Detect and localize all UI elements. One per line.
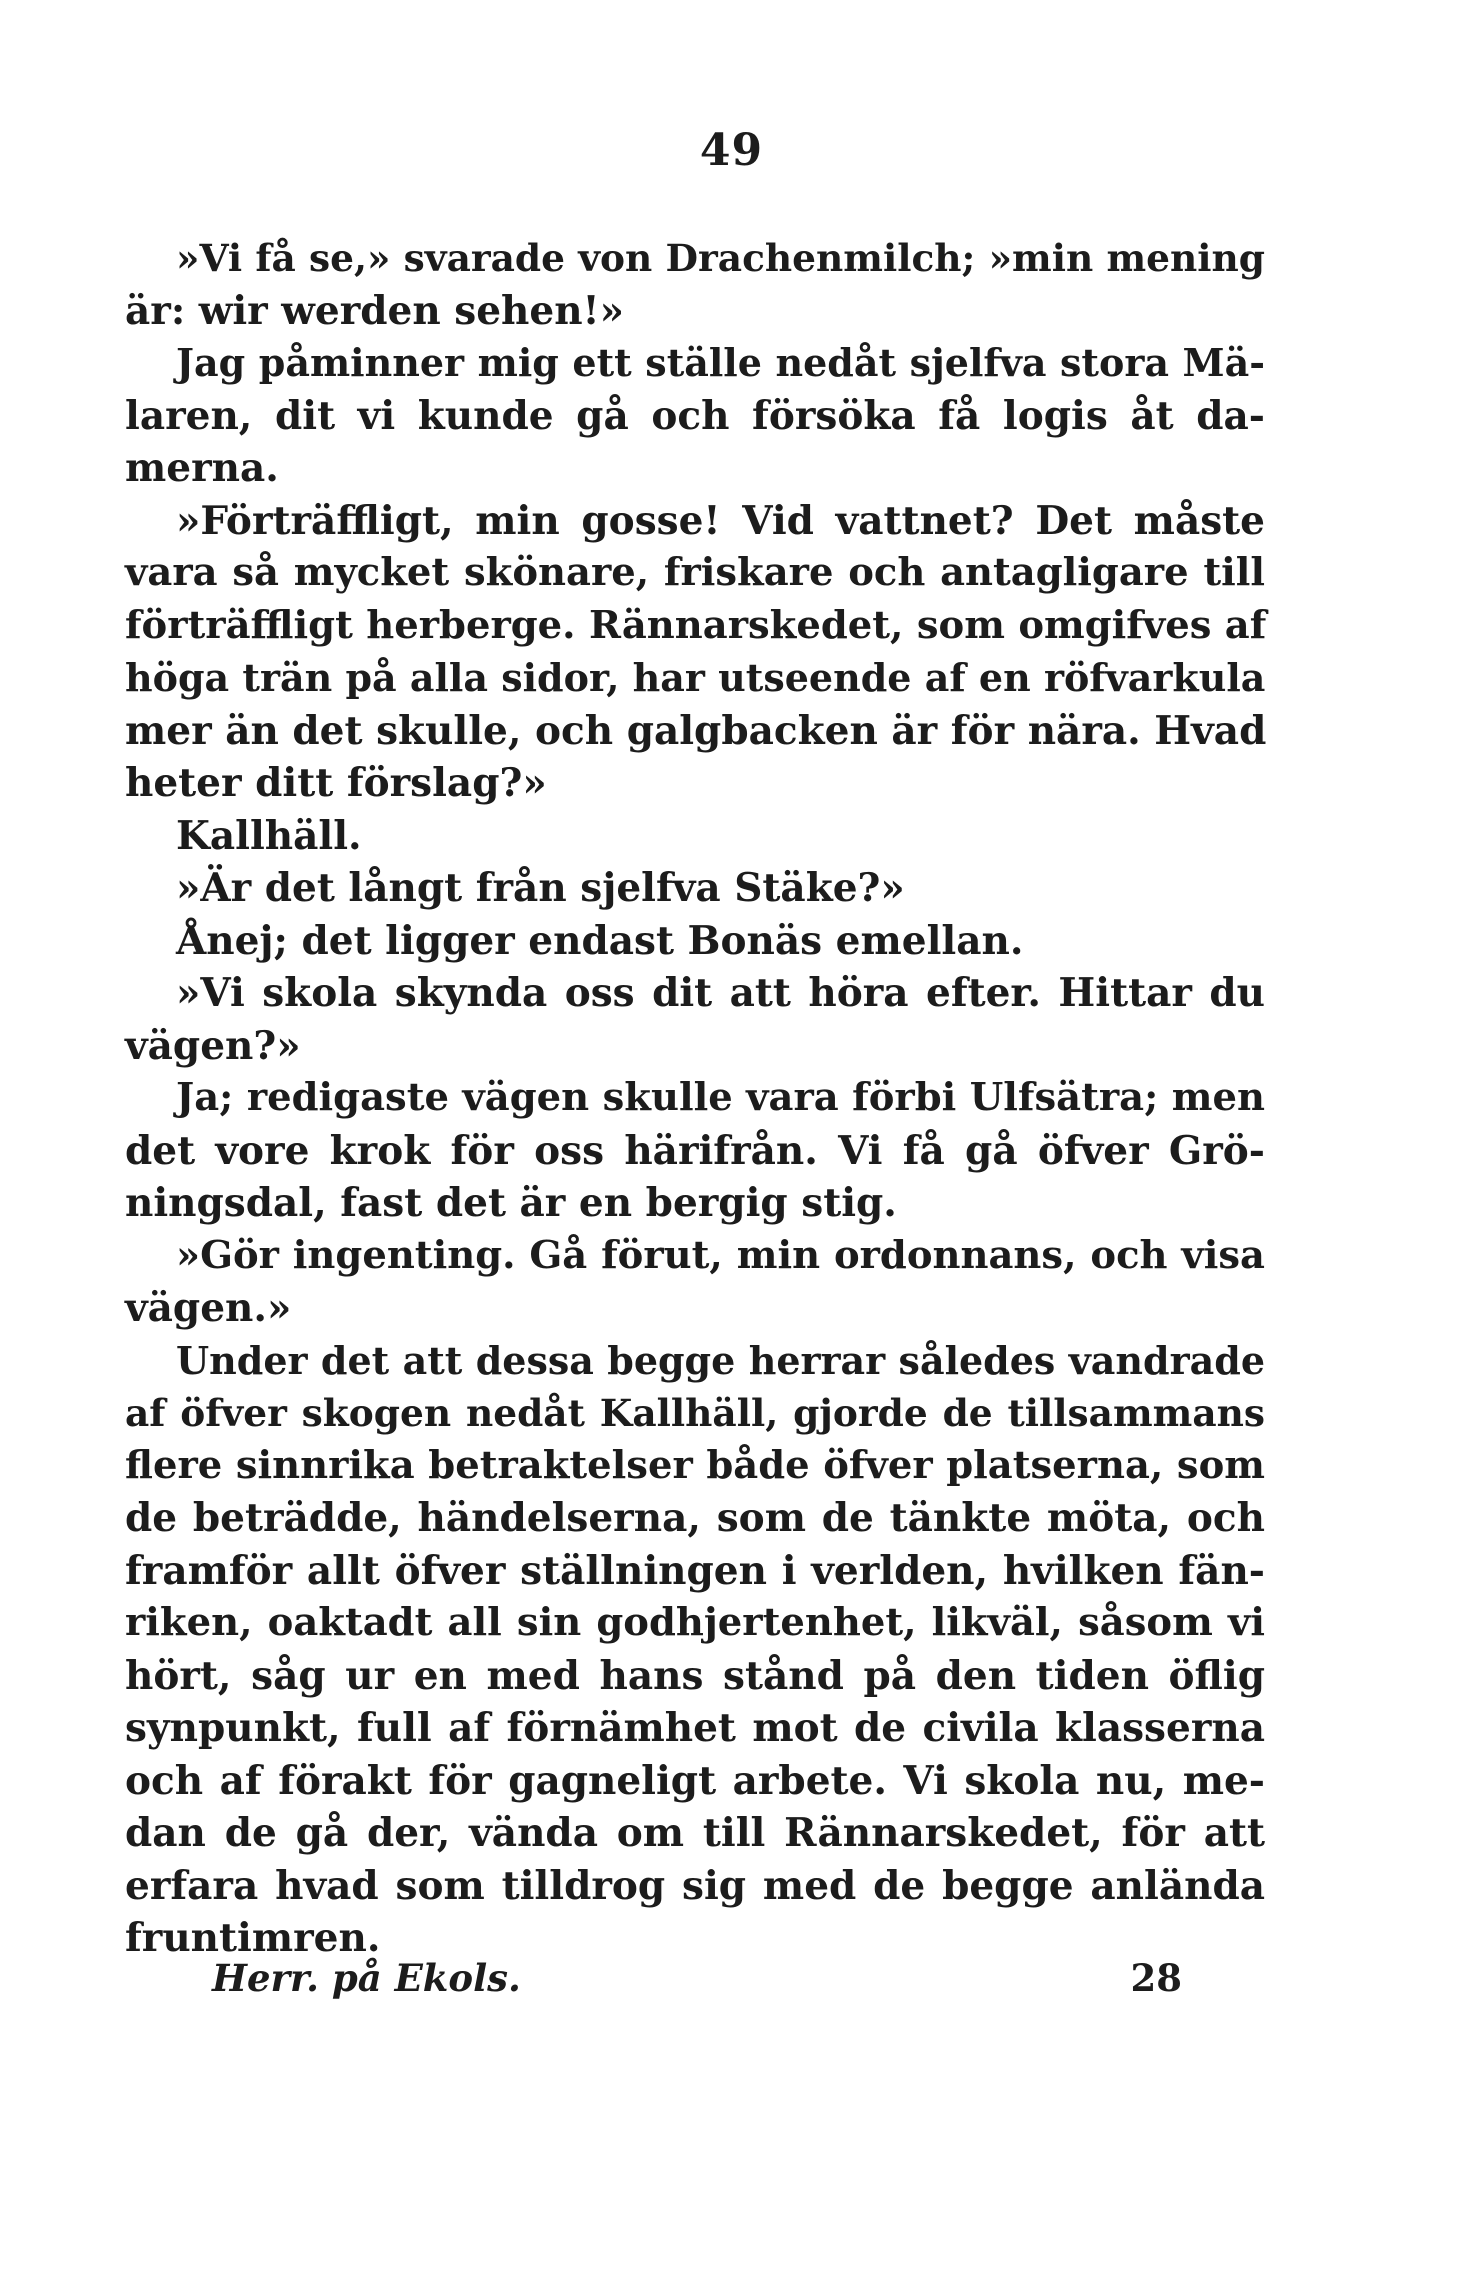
text-line: »Vi få se,» svarade von Drachenmilch; »min mening [176, 236, 1265, 280]
text-line: laren, dit vi kunde gå och försöka få logis åt da- [125, 392, 1265, 439]
text-line: mer än det skulle, och galgbacken är för nära. Hvad [125, 707, 1267, 754]
text-line: riken, oaktadt all sin godhjertenhet, likväl, såsom vi [125, 1600, 1265, 1645]
text-line: merna. [125, 445, 279, 491]
text-line: dan de gå der, vända om till Rännarskedet, för att [125, 1810, 1265, 1856]
text-line: ningsdal, fast det är en bergig stig. [125, 1180, 897, 1226]
text-line: de beträdde, händelserna, som de tänkte möta, och [125, 1495, 1265, 1541]
footer-title: Herr. på Ekols. [212, 1956, 521, 2000]
page-footer [212, 1950, 1182, 2006]
text-line: erfara hvad som tilldrog sig med de begge anlända [125, 1862, 1265, 1909]
text-line: heter ditt förslag?» [125, 760, 547, 806]
text-line: flere sinnrika betraktelser både öfver platserna, som [125, 1442, 1265, 1488]
text-line: Jag påminner mig ett ställe nedåt sjelfva stora Mä- [176, 340, 1265, 385]
text-line: »Är det långt från sjelfva Stäke?» [176, 865, 905, 911]
text-line: höga trän på alla sidor, har utseende af en röfvarkula [125, 655, 1266, 700]
text-line: det vore krok för oss härifrån. Vi få gå öfver Grö- [125, 1127, 1265, 1174]
text-line: vägen.» [125, 1285, 292, 1331]
text-line: är: wir werden sehen!» [125, 287, 625, 334]
body-text [125, 232, 1265, 1965]
page-number: 49 [699, 125, 764, 176]
text-line: Kallhäll. [176, 812, 362, 859]
text-line: af öfver skogen nedåt Kallhäll, gjorde de tillsammans [125, 1391, 1265, 1435]
text-line: vägen?» [125, 1022, 301, 1069]
text-line: vara så mycket skönare, friskare och antagligare till [125, 550, 1265, 595]
signature-mark: 28 [1130, 1956, 1182, 2000]
text-line: fruntimren. [125, 1915, 381, 1961]
text-line: förträffligt herberge. Rännarskedet, som omgifves af [125, 602, 1267, 648]
text-line: Under det att dessa begge herrar således vandrade [176, 1337, 1265, 1383]
text-line: »Förträffligt, min gosse! Vid vattnet? Det måste [176, 497, 1265, 544]
text-line: framför allt öfver ställningen i verlden, hvilken fän- [125, 1547, 1265, 1594]
text-line: »Vi skola skynda oss dit att höra efter. Hittar du [176, 970, 1265, 1016]
text-line: Ånej; det ligger endast Bonäs emellan. [176, 917, 1024, 964]
text-line: synpunkt, full af förnämhet mot de civila klasserna [125, 1705, 1265, 1751]
text-line: »Gör ingenting. Gå förut, min ordonnans, och visa [176, 1232, 1265, 1278]
text-line: och af förakt för gagneligt arbete. Vi skola nu, me- [125, 1757, 1265, 1804]
text-line: hört, såg ur en med hans stånd på den tiden öflig [125, 1652, 1265, 1699]
text-line: Ja; redigaste vägen skulle vara förbi Ulfsätra; men [176, 1075, 1265, 1120]
